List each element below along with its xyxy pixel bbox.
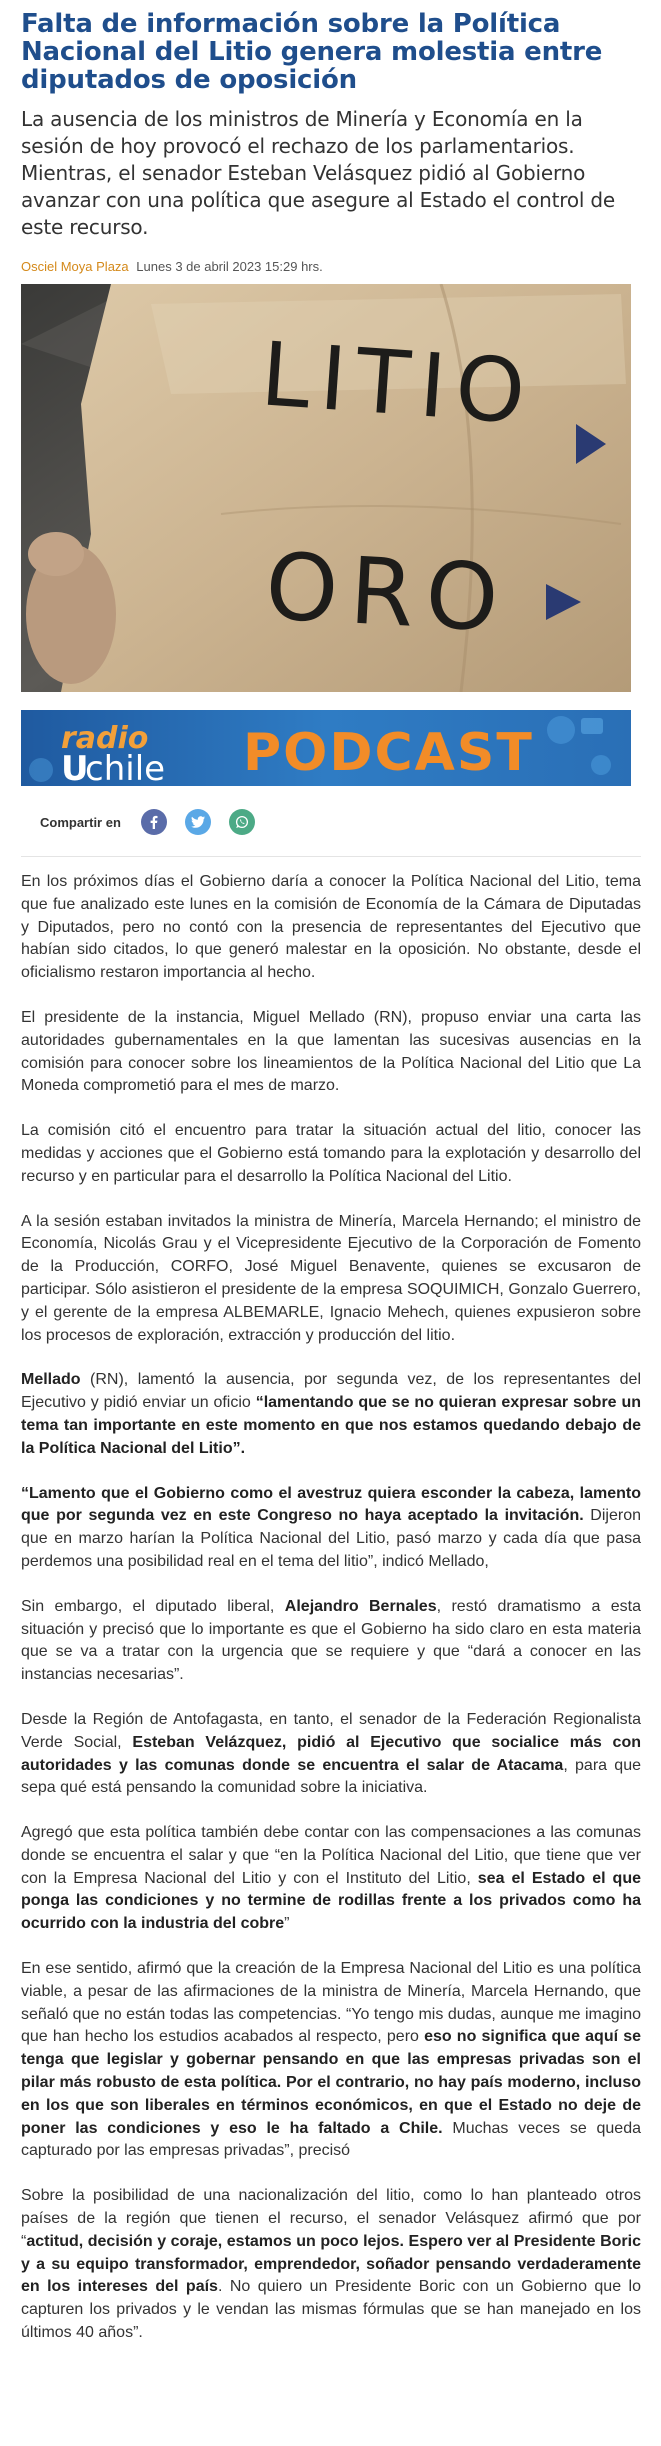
publish-date: Lunes 3 de abril 2023 15:29 hrs. <box>136 259 323 274</box>
article-photo <box>21 284 631 692</box>
banner-podcast-text: PODCAST <box>243 723 534 783</box>
plain-text: ” <box>284 1915 290 1933</box>
bold-text: actitud, decisión y coraje, estamos un poco lejos. Espero ver al Presidente Boric y a su equipo transformador, emprendedor, soñador pensando verdaderamente en los intereses del país <box>21 2232 641 2296</box>
body-paragraph-3: La comisión citó el encuentro para tratar la situación actual del litio, conocer las medidas y acciones que el Gobierno está tomando para la explotación y desarrollo del recurso y en particular para el desarrollo la Política Nacional del Litio. <box>21 1122 641 1185</box>
body-paragraph-2: El presidente de la instancia, Miguel Mellado (RN), propuso enviar una carta las autoridades gubernamentales en la que lamentan las sucesivas ausencias en la comisión para conocer sobre los lineamientos de la Política Nacional del Litio que La Moneda comprometió para el mes de marzo. <box>21 1008 641 1095</box>
share-whatsapp-button[interactable] <box>229 809 255 835</box>
plain-text: . No quiero un Presidente Boric con un Gobierno que lo capturen los privados y le vendan las mismas fórmulas que se han manejado en los últimos 40 años”. <box>21 2278 641 2342</box>
banner-uchile-rest: chile <box>85 749 166 786</box>
plain-text: Desde la Región de Antofagasta, en tanto, el senador de la Federación Regionalista Verde Social, <box>21 1710 641 1751</box>
bold-text: Alejandro Bernales <box>284 1597 437 1615</box>
share-label: Compartir en <box>40 814 121 830</box>
byline <box>21 259 641 274</box>
plain-text: Dijeron que en marzo harían la Política Nacional del Litio, pasó marzo y cada día que pasa perdemos una posibilidad real en el tema del litio”, indicó Mellado, <box>21 1507 641 1570</box>
twitter-icon <box>191 816 205 828</box>
whatsapp-icon <box>235 815 249 829</box>
share-facebook-button[interactable] <box>141 809 167 835</box>
body-paragraph-11 <box>21 2185 641 2345</box>
banner-radio-text: radio <box>61 721 149 756</box>
share-twitter-button[interactable] <box>185 809 211 835</box>
bold-quote: “lamentando que se no quieran expresar sobre un tema tan importante en este momento en que nos estamos quedando debajo de la Política Nacional del Litio”. <box>21 1394 641 1457</box>
plain-text: En ese sentido, afirmó que la creación de la Empresa Nacional del Litio es una política viable, a pesar de las afirmaciones de la ministra de Minería, Marcela Hernando, que señaló que no están todas las competencias. “Yo tengo mis dudas, aunque me imagino que han hecho los estudios acabados al respecto, pero <box>21 1960 641 2046</box>
body-paragraph-10 <box>21 1958 641 2163</box>
body-paragraph-8 <box>21 1709 641 1800</box>
author-link[interactable]: Osciel Moya Plaza <box>21 259 129 274</box>
plain-text: Agregó que esta política también debe contar con las compensaciones a las comunas donde se encuentra el salar y que “en la Política Nacional del Litio, que tiene que ver con la Empresa Nacional del Litio y con el Instituto del Litio, <box>21 1824 641 1887</box>
podcast-banner[interactable] <box>21 710 631 786</box>
article-title: Falta de información sobre la Política Nacional del Litio genera molestia entre diputados de oposición <box>21 9 603 95</box>
bold-text: sea el Estado el que ponga las condiciones y no termine de rodillas frente a los privados como ha ocurrido con la industria del cobre <box>21 1869 641 1933</box>
bold-text: Esteban Velázquez, pidió al Ejecutivo que socialice más con autoridades y las comunas donde se encuentra el salar de Atacama <box>21 1733 641 1774</box>
body-paragraph-6 <box>21 1483 641 1574</box>
body-paragraph-1: En los próximos días el Gobierno daría a conocer la Política Nacional del Litio, tema que fue analizado este lunes en la comisión de Economía de la Cámara de Diputadas y Diputados, pero no contó con la presencia de representantes del Ejecutivo que habían sido citados, lo que generó malestar en la oposición. No obstante, desde el oficialismo restaron importancia al hecho. <box>21 873 641 982</box>
photo-text-oro: ORO <box>262 533 513 653</box>
plain-text: (RN), lamentó la ausencia, por segunda vez, de los representantes del Ejecutivo y pidió enviar un oficio <box>21 1371 641 1412</box>
body-paragraph-5 <box>21 1369 641 1460</box>
share-bar <box>21 806 641 838</box>
banner-uchile-u: U <box>61 749 89 786</box>
body-paragraph-9 <box>21 1822 641 1936</box>
plain-text: Muchas veces se queda capturado por las empresas privadas”, precisó <box>21 2119 642 2160</box>
bold-text: Mellado <box>21 1371 81 1389</box>
bold-text: eso no significa que aquí se tenga que legislar y gobernar pensando en que las empresas privadas son el pilar más robusto de esta política. Por el contrario, no hay país moderno, incluso en los que son liberales en términos económicos, en que el Estado no deje de poner las condiciones y eso le ha faltado a Chile. <box>21 2028 641 2137</box>
plain-text: Sobre la posibilidad de una nacionalización del litio, como lo han planteado otros países de la región que tienen el recurso, el senador Velásquez afirmó que por “ <box>21 2187 641 2250</box>
body-paragraph-4: A la sesión estaban invitados la ministra de Minería, Marcela Hernando; el ministro de Economía, Nicolás Grau y el Vicepresidente Ejecutivo de la Corporación de Fomento de la Producción, CORFO, José Miguel Benavente, quienes se excusaron de participar. Sólo asistieron el presidente de la empresa SOQUIMICH, Gonzalo Guerrero, y el gerente de la empresa ALBEMARLE, Ignacio Mehech, quienes expusieron sobre los procesos de exploración, extracción y producción del litio. <box>21 1212 641 1344</box>
body-paragraph-7 <box>21 1596 641 1687</box>
plain-text: , restó dramatismo a esta situación y precisó que lo importante es que el Gobierno ha sido claro en esta materia que se va a tratar con la urgencia que se requiere y que “dará a conocer en las instancias necesarias”. <box>21 1597 642 1684</box>
photo-text-litio: LITIO <box>257 322 539 445</box>
bold-quote: “Lamento que el Gobierno como el avestruz quiera esconder la cabeza, lamento que por segunda vez en este Congreso no haya aceptado la invitación. <box>21 1484 641 1525</box>
share-divider <box>21 856 641 857</box>
article-lead: La ausencia de los ministros de Minería y Economía en la sesión de hoy provocó el rechazo de los parlamentarios. Mientras, el senador Esteban Velásquez pidió al Gobierno avanzar con una política que asegure al Estado el control de este recurso. <box>21 107 615 239</box>
plain-text: , para que sepa qué está pensando la comunidad sobre la iniciativa. <box>21 1756 641 1797</box>
plain-text: Sin embargo, el diputado liberal, <box>21 1597 285 1615</box>
facebook-icon <box>148 815 160 829</box>
